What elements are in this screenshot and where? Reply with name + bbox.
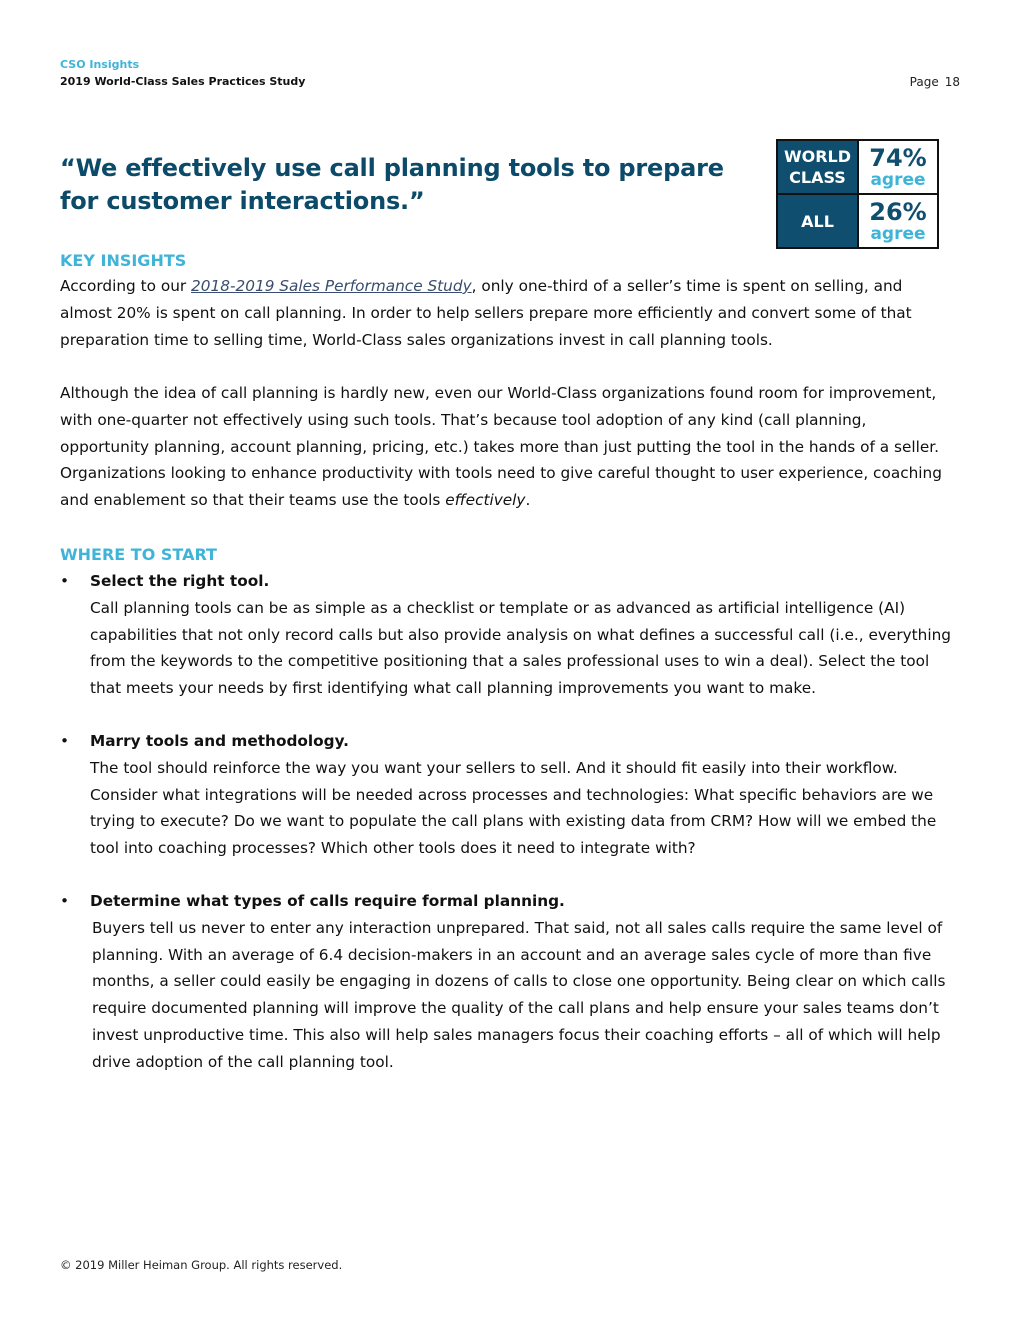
page-label: Page xyxy=(909,75,939,89)
survey-statement-quote: “We effectively use call planning tools to prepare for customer interactions.” xyxy=(60,154,724,215)
list-item-body: The tool should reinforce the way you want your sellers to sell. And it should fit easily into their workflow. Consider what integrations will be needed across processes and technologies: What specific behaviors are we trying to execute? Do we want to populate the call plans with existing data from CRM? How will we embed the tool into coaching processes? Which other tools does it need to integrate with? xyxy=(90,758,937,858)
key-insights-heading: KEY INSIGHTS xyxy=(60,251,187,270)
where-to-start-heading: WHERE TO START xyxy=(60,545,217,564)
agreement-stats-box xyxy=(776,139,939,249)
sales-performance-study-link[interactable]: 2018-2019 Sales Performance Study xyxy=(191,277,472,295)
copyright-footer: © 2019 Miller Heiman Group. All rights reserved. xyxy=(60,1258,343,1272)
bullet-marker: • xyxy=(60,892,70,910)
key-insights-paragraph-2 xyxy=(60,380,955,514)
world-class-value-cell xyxy=(859,141,937,193)
all-label: ALL xyxy=(778,195,857,247)
bullet-marker: • xyxy=(60,572,70,590)
list-item-body: Buyers tell us never to enter any interaction unprepared. That said, not all sales calls require the same level of planning. With an average of 6.4 decision-makers in an account and an average sales cycle of more than five months, a seller could easily be engaging in dozens of calls to close one opportunity. Being clear on which calls require documented planning will improve the quality of the call plans and help ensure your sales teams don’t invest unproductive time. This also will help sales managers focus their coaching efforts – all of which will help drive adoption of the call planning tool. xyxy=(92,918,946,1071)
page-number: 18 xyxy=(944,75,960,89)
header-brand: CSO Insights xyxy=(60,58,140,71)
all-value-cell xyxy=(859,195,937,247)
p1-text-end: , only one-third of a seller’s time is spent on selling, and almost 20% is spent on call planning. In order to help sellers prepare more efficiently and convert some of that preparation time to selling time, World-Class sales organizations invest in call planning tools. xyxy=(60,277,912,349)
list-item-body: Call planning tools can be as simple as a checklist or template or as advanced as artificial intelligence (AI) capabilities that not only record calls but also provide analysis on what defines a successful call (i.e., everything from the keywords to the competitive positioning that a sales professional uses to win a deal). Select the tool that meets your needs by first identifying what call planning improvements you want to make. xyxy=(90,598,952,698)
list-item-heading: Determine what types of calls require formal planning. xyxy=(90,892,565,910)
world-class-agree: agree xyxy=(870,169,926,190)
list-item-heading: Select the right tool. xyxy=(90,572,270,590)
key-insights-paragraph-1 xyxy=(60,273,955,353)
page-indicator xyxy=(910,75,960,89)
bullet-marker: • xyxy=(60,732,70,750)
p1-text-start: According to our xyxy=(60,277,192,295)
all-agree: agree xyxy=(870,223,926,244)
header-study-title: 2019 World-Class Sales Practices Study xyxy=(60,75,306,88)
p2-emphasis: effectively xyxy=(445,491,526,510)
world-class-percent: 74% xyxy=(869,143,927,172)
world-class-label: WORLD CLASS xyxy=(778,141,857,193)
list-item-heading: Marry tools and methodology. xyxy=(90,732,349,750)
p2-text-end: . xyxy=(525,491,531,510)
all-percent: 26% xyxy=(869,197,927,226)
p2-text-start: Although the idea of call planning is hardly new, even our World-Class organizations found room for improvement, with one-quarter not effectively using such tools. That’s because tool adoption of any kind (call planning, opportunity planning, account planning, pricing, etc.) takes more than just putting the tool in the hands of a seller. Organizations looking to enhance productivity with tools need to give careful thought to user experience, coaching and enablement so that their teams use the tools xyxy=(60,384,942,510)
